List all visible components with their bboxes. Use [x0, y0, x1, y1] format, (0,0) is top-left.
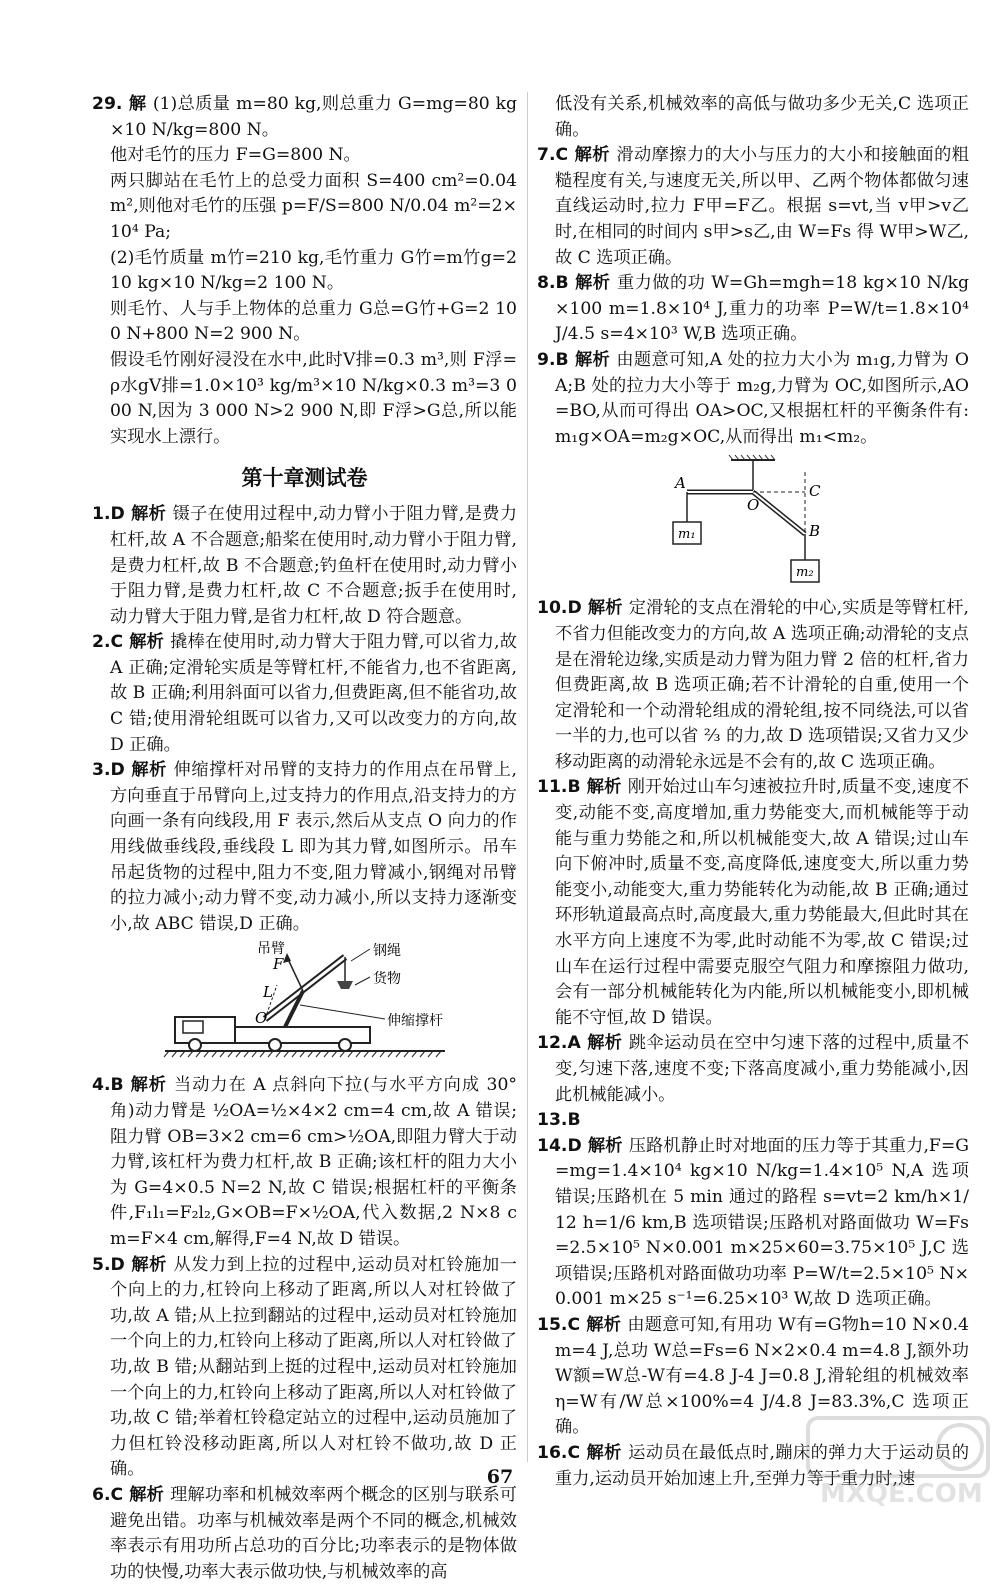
answer-continuation [92, 143, 517, 169]
answer-choice: B [555, 349, 569, 370]
question-number: 11. [537, 777, 568, 798]
question-number: 16. [537, 1442, 568, 1463]
question-number: 4. [92, 1075, 111, 1096]
answer-text: 从发力到上拉的过程中,运动员对杠铃施加一个向上的力,杠铃向上移动了距离,所以人对杠铃做了功,故 A 错;从上拉到翻站的过程中,运动员对杠铃施加一个向上的力,杠铃向上移动了距离,所以人对杠铃做了功,故 B 错;从翻站到上挺的过程中,运动员对杠铃施加一个向上的力,杠铃向上移动了距离,所以人对杠铃做了功,故 C 错;举着杠铃稳定站立的过程中,运动员施加了力但杠铃没移动距离,所以人对杠铃不做功,故 D 正确。 [110, 1254, 517, 1480]
analysis-tag: 解析 [129, 632, 165, 653]
answer-item [92, 758, 517, 937]
answer-text: 低没有关系,机械效率的高低与做功多少无关,C 选项正确。 [555, 94, 969, 140]
answer-choice: C [567, 1442, 581, 1463]
answer-text: 滑动摩擦力的大小与压力的大小和接触面的粗糙程度有关,与速度无关,所以甲、乙两个物体都做匀速直线运动时,拉力 F甲=F乙。根据 s=vt,当 v甲>v乙 时,在相同的时间内 s甲>s乙,由 W=Fs 得 W甲>W乙,故 C 选项正确。 [555, 145, 969, 268]
answer-text: (2)毛竹质量 m竹=210 kg,毛竹重力 G竹=m竹g=210 kg×10 N/kg=2 100 N。 [110, 247, 517, 294]
answer-item [537, 596, 969, 775]
question-number: 29. [92, 94, 123, 114]
answer-choice: B [110, 1075, 124, 1096]
answer-continuation [537, 92, 969, 143]
answer-item [92, 1253, 517, 1483]
label-rope: 钢绳 [372, 943, 401, 960]
answer-continuation [92, 246, 517, 297]
column-divider [527, 92, 528, 1462]
force-arrow [287, 957, 303, 991]
answer-item [537, 775, 969, 1031]
analysis-tag: 解析 [586, 777, 622, 798]
analysis-tag: 解析 [574, 349, 611, 370]
question-number: 15. [537, 1314, 568, 1335]
question-number: 7. [537, 145, 556, 166]
lever-figure [653, 452, 853, 592]
label-boom: 吊臂 [256, 941, 285, 958]
answer-choice: D [567, 1135, 582, 1156]
wheel [189, 1039, 201, 1051]
analysis-tag: 解析 [587, 598, 623, 619]
answer-choice: D [567, 598, 582, 619]
answer-choice: B [567, 1110, 581, 1131]
answer-item [92, 92, 517, 143]
question-number: 14. [537, 1135, 568, 1156]
question-number: 10. [537, 598, 568, 619]
question-number: 8. [537, 273, 556, 294]
label-O: O [747, 496, 760, 515]
label-C: C [809, 482, 821, 501]
answer-choice: C [555, 145, 569, 166]
answer-item [537, 348, 969, 450]
answer-item [537, 143, 969, 271]
label-L: L [262, 983, 273, 1002]
answer-text: 撬棒在使用时,动力臂大于阻力臂,可以省力,故 A 正确;定滑轮实质是等臂杠杆,不能省力,也不省距离,故 B 正确;利用斜面可以省力,但费距离,但不能省功,故 C 错;使用滑轮组既可以省力,又可以改变力的方向,故 D 正确。 [110, 632, 517, 755]
answer-text: 假设毛竹刚好浸没在水中,此时V排=0.3 m³,则 F浮=ρ水gV排=1.0×10³ kg/m³×10 N/kg×0.3 m³=3 000 N,因为 3 000 N>2 900 N,即 F浮>G总,所以能实现水上漂行。 [110, 349, 517, 447]
answer-item [92, 1073, 517, 1252]
label-A: A [675, 474, 686, 493]
analysis-tag: 解析 [586, 1442, 622, 1463]
label-m1: m₁ [678, 527, 696, 543]
label-m2: m₂ [796, 565, 814, 581]
answer-text: (1)总质量 m=80 kg,则总重力 G=mg=80 kg×10 N/kg=800 N。 [110, 94, 518, 140]
wheel [269, 1039, 281, 1051]
answer-item [92, 630, 517, 758]
analysis-tag: 解析 [129, 1484, 164, 1505]
answer-text: 定滑轮的支点在滑轮的中心,实质是等臂杠杆,不省力但能改变力的方向,故 A 选项正确;动滑轮的支点是在滑轮边缘,实质是动力臂为阻力臂 2 倍的杠杆,省力但费距离,故 B 选项正确;若不计滑轮的自重,使用一个定滑轮和一个动滑轮组成的滑轮组,按不同绕法,可以省一半的力,也可以省 ⅔ 的力,故 D 选项错误;又省力又少移动距离的动滑轮永远是不会有的,故 C 选项正确。 [555, 598, 970, 772]
question-number: 2. [92, 632, 111, 653]
crane-figure [155, 939, 455, 1069]
answer-choice: B [555, 273, 569, 294]
answer-choice: C [110, 632, 124, 653]
question-number: 3. [92, 760, 111, 781]
answer-item [92, 1483, 517, 1585]
answer-choice: C [567, 1314, 581, 1335]
analysis-tag: 解析 [130, 1075, 168, 1096]
analysis-tag: 解析 [131, 1254, 167, 1275]
answer-item [537, 1134, 969, 1313]
left-column [92, 92, 517, 1585]
answer-text: 刚开始过山车匀速被拉升时,质量不变,速度不变,动能不变,高度增加,重力势能变大,而机械能等于动能与重力势能之和,所以机械能变大,故 A 错误;过山车向下俯冲时,质量不变,高度降低,速度变大,所以重力势能变小,动能变大,重力势能转化为动能,故 B 正确;通过环形轨道最高点时,高度最大,重力势能最大,但此时其在水平方向上速度不为零,此时动能不为零,故 C 错误;过山车在运行过程中需要克服空气阻力和摩擦阻力做功,会有一部分机械能转化为内能,所以机械能变小,即机械能不守恒,故 D 错误。 [555, 777, 970, 1028]
question-number: 13. [537, 1110, 568, 1131]
label-cargo: 货物 [372, 971, 401, 988]
label-F: F [272, 955, 283, 974]
cargo-block [337, 981, 353, 989]
answer-text: 跳伞运动员在空中匀速下落的过程中,质量不变,匀速下落,速度不变;下落高度减小,重力势能减小,因此机械能减小。 [555, 1033, 970, 1105]
question-number: 1. [92, 504, 111, 525]
right-column [537, 92, 969, 1492]
answer-text: 理解功率和机械效率两个概念的区别与联系可避免出错。功率与机械效率是两个不同的概念,机械效率表示有用功所占总功的百分比;功率表示的是物体做功的快慢,功率大表示做功快,与机械效率的高 [110, 1484, 517, 1582]
answer-text: 由题意可知,A 处的拉力大小为 m₁g,力臂为 OA;B 处的拉力大小等于 m₂g,力臂为 OC,如图所示,AO=BO,从而可得出 OA>OC,又根据杠杆的平衡条件有:m₁g×OA=m₂g×OC,从而得出 m₁<m₂。 [555, 349, 969, 447]
answer-text: 重力做的功 W=Gh=mgh=18 kg×10 N/kg×100 m=1.8×10⁴ J,重力的功率 P=W/t=1.8×10⁴ J/4.5 s=4×10³ W,B 选项正确。 [555, 273, 970, 345]
wheel [339, 1039, 351, 1051]
svg-text:MXQE.COM: MXQE.COM [820, 1479, 983, 1509]
analysis-tag: 解析 [586, 1314, 622, 1335]
answer-text: 由题意可知,有用功 W有=G物h=10 N×0.4 m=4 J,总功 W总=Fs=6 N×2×0.4 m=4.8 J,额外功 W额=W总-W有=4.8 J-4 J=0.8 J,滑轮组的机械效率 η=W有/W总×100%=4 J/4.8 J=83.3%,C 选项正确。 [555, 1314, 969, 1438]
analysis-tag: 解 [128, 94, 147, 114]
answer-item [537, 1108, 969, 1134]
answer-text: 当动力在 A 点斜向下拉(与水平方向成 30°角)动力臂是 ½OA=½×4×2 cm=4 cm,故 A 错误;阻力臂 OB=3×2 cm=6 cm>½OA,即阻力臂大于动力臂,该杠杆为费力杠杆,故 B 正确;该杠杆的阻力大小为 G=4×0.5 N=2 N,故 C 错误;根据杠杆的平衡条件,F₁l₁=F₂l₂,G×OB=F×½OA,代入数据,2 N×8 cm=F×4 cm,解得,F=4 N,故 D 错误。 [110, 1075, 517, 1249]
answer-choice: A [567, 1033, 581, 1054]
label-strut: 伸缩撑杆 [386, 1013, 443, 1030]
watermark-logo [800, 1410, 995, 1510]
analysis-tag: 解析 [587, 1135, 623, 1156]
label-O: O [254, 1009, 267, 1028]
analysis-tag: 解析 [587, 1033, 623, 1054]
answer-item [92, 502, 517, 630]
answer-choice: C [110, 1484, 124, 1505]
answer-choice: D [110, 504, 125, 525]
answer-text: 则毛竹、人与手上物体的总重力 G总=G竹+G=2 100 N+800 N=2 900 N。 [110, 298, 517, 345]
question-number: 9. [537, 349, 556, 370]
question-number: 5. [92, 1254, 111, 1275]
analysis-tag: 解析 [574, 145, 610, 166]
answer-item [537, 1031, 969, 1108]
answer-continuation [92, 297, 517, 348]
answer-text: 镊子在使用过程中,动力臂小于阻力臂,是费力杠杆,故 A 不合题意;船桨在使用时,动力臂小于阻力臂,是费力杠杆,故 B 不合题意;钓鱼杆在使用时,动力臂小于阻力臂,是费力杠杆,故 C 不合题意;扳手在使用时,动力臂大于阻力臂,是省力杠杆,故 D 符合题意。 [110, 504, 518, 627]
answer-choice: D [110, 1254, 125, 1275]
page-number: 67 [486, 1466, 514, 1488]
section-title: 第十章测试卷 [241, 466, 368, 491]
answer-text: 两只脚站在毛竹上的总受力面积 S=400 cm²=0.04 m²,则他对毛竹的压强 p=F/S=800 N/0.04 m²=2×10⁴ Pa; [110, 170, 517, 242]
answer-text: 压路机静止时对地面的压力等于其重力,F=G=mg=1.4×10⁴ kg×10 N/kg=1.4×10⁵ N,A 选项错误;压路机在 5 min 通过的路程 s=vt=2 km/h×1/12 h=1/6 km,B 选项错误;压路机对路面做功 W=Fs=2.5×10⁵ N×0.001 m×25×60=3.75×10⁵ J,C 选项错误;压路机对路面做功功率 P=W/t=2.5×10⁵ N×0.001 m×25 s⁻¹=6.25×10³ W,故 D 选项正确。 [555, 1135, 969, 1310]
answer-text: 伸缩撑杆对吊臂的支持力的作用点在吊臂上,方向垂直于吊臂向上,过支持力的作用点,沿支持力的方向画一条有向线段,用 F 表示,然后从支点 O 向力的作用线做垂线段,垂线段 L 即为其力臂,如图所示。吊车吊起货物的过程中,阻力不变,阻力臂减小,钢绳对吊臂的拉力减小;动力臂不变,动力减小,所以支持力逐渐变小,故 ABC 错误,D 正确。 [110, 760, 517, 934]
analysis-tag: 解析 [131, 504, 167, 525]
question-number: 12. [537, 1033, 568, 1054]
answer-continuation [92, 348, 517, 450]
answer-item [537, 271, 969, 348]
answer-text: 运动员在最低点时,蹦床的弹力大于运动员的重力,运动员开始加速上升,至弹力等于重力时,速 [555, 1442, 970, 1489]
answer-text: 他对毛竹的压力 F=G=800 N。 [110, 145, 361, 166]
label-B: B [809, 522, 821, 541]
answer-choice: D [110, 760, 125, 781]
answer-continuation [92, 169, 517, 246]
answer-choice: B [567, 777, 581, 798]
analysis-tag: 解析 [131, 760, 167, 781]
analysis-tag: 解析 [575, 273, 611, 294]
question-number: 6. [92, 1484, 111, 1505]
